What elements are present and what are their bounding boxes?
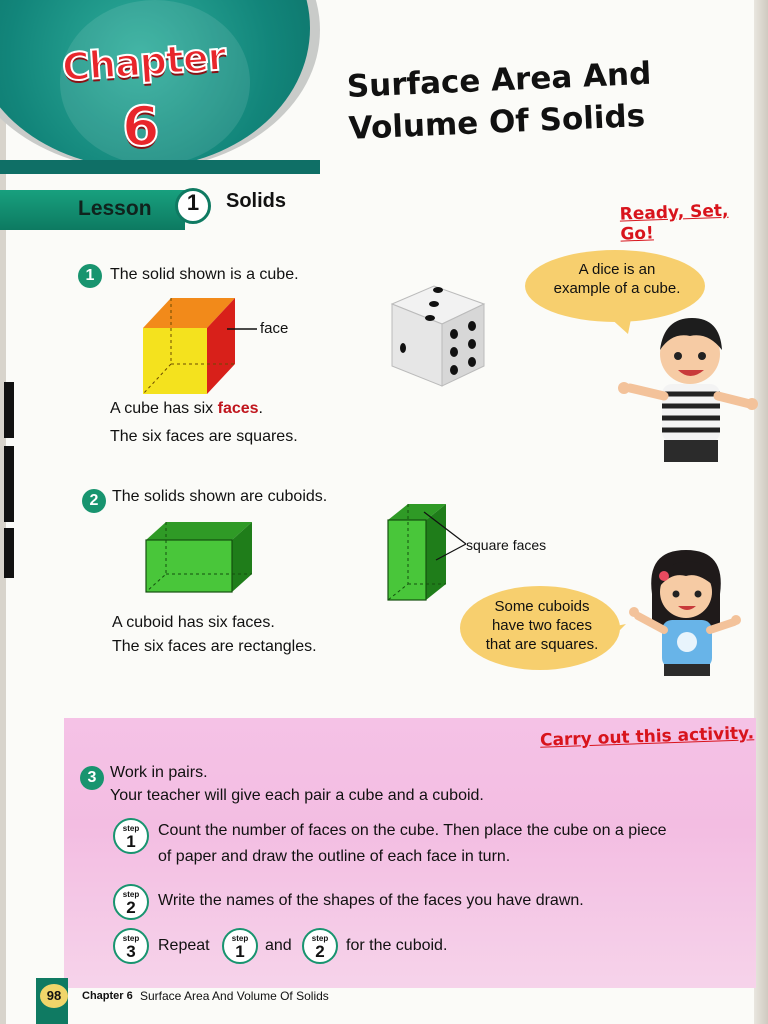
square-faces-label: square faces bbox=[466, 537, 547, 553]
chapter-title-line1: Surface Area And bbox=[346, 55, 652, 105]
step1-line2: of paper and draw the outline of each face in turn. bbox=[158, 848, 511, 865]
item1-text: The solid shown is a cube. bbox=[110, 266, 299, 283]
item1-line2: The six faces are squares. bbox=[110, 428, 298, 445]
footer-chapter: Chapter 6 bbox=[82, 990, 133, 1002]
face-label: face bbox=[260, 320, 289, 337]
item-number-badge: 1 bbox=[78, 264, 102, 288]
item-number-badge: 2 bbox=[82, 489, 106, 513]
girl-illustration bbox=[626, 546, 746, 678]
step3-icon: step 3 bbox=[113, 928, 149, 964]
chapter-title bbox=[346, 53, 654, 150]
lesson-number: 1 bbox=[186, 190, 200, 215]
chapter-title-line2: Volume Of Solids bbox=[347, 98, 646, 147]
chapter-word: Chapter bbox=[60, 34, 227, 90]
cuboid-illustration bbox=[142, 518, 258, 594]
step2-icon: step 2 bbox=[113, 884, 149, 920]
step1-icon: step 1 bbox=[113, 818, 149, 854]
lesson-label: Lesson bbox=[78, 197, 152, 220]
dice-illustration bbox=[388, 282, 490, 390]
item2-line2: The six faces are rectangles. bbox=[112, 638, 317, 655]
item1-line1: A cube has six faces. bbox=[110, 400, 263, 417]
cuboid-bubble-text: Some cuboids have two faces that are squares. bbox=[485, 598, 599, 653]
chapter-header-band bbox=[0, 160, 320, 174]
step3-repeat: Repeat bbox=[158, 937, 210, 954]
lesson-topic: Solids bbox=[226, 190, 287, 212]
chapter-number: 6 bbox=[122, 95, 160, 158]
activity-line1: Work in pairs. bbox=[110, 764, 208, 781]
item2-text: The solids shown are cuboids. bbox=[112, 488, 328, 505]
faces-highlight: faces bbox=[217, 400, 259, 417]
step3-post: for the cuboid. bbox=[346, 937, 448, 954]
step1-line1: Count the number of faces on the cube. Then place the cube on a piece bbox=[158, 822, 667, 839]
dice-bubble-text: A dice is an example of a cube. bbox=[553, 261, 681, 297]
step1-ref-icon: step 1 bbox=[222, 928, 258, 964]
step3-and: and bbox=[265, 937, 292, 954]
ready-set-go-heading: Ready, Set, Go! bbox=[619, 200, 729, 245]
cube-illustration bbox=[135, 292, 295, 394]
item2-line1: A cuboid has six faces. bbox=[112, 614, 275, 631]
activity-line2: Your teacher will give each pair a cube and a cuboid. bbox=[110, 787, 484, 804]
item-number-badge: 3 bbox=[80, 766, 104, 790]
footer-title: Surface Area And Volume Of Solids bbox=[140, 989, 329, 1003]
page-right-edge bbox=[754, 0, 768, 1024]
step2-ref-icon: step 2 bbox=[302, 928, 338, 964]
activity-heading: Carry out this activity. bbox=[539, 723, 755, 751]
page-number: 98 bbox=[40, 984, 68, 1008]
boy-illustration bbox=[612, 312, 758, 464]
step2-text: Write the names of the shapes of the faces you have drawn. bbox=[158, 892, 584, 909]
